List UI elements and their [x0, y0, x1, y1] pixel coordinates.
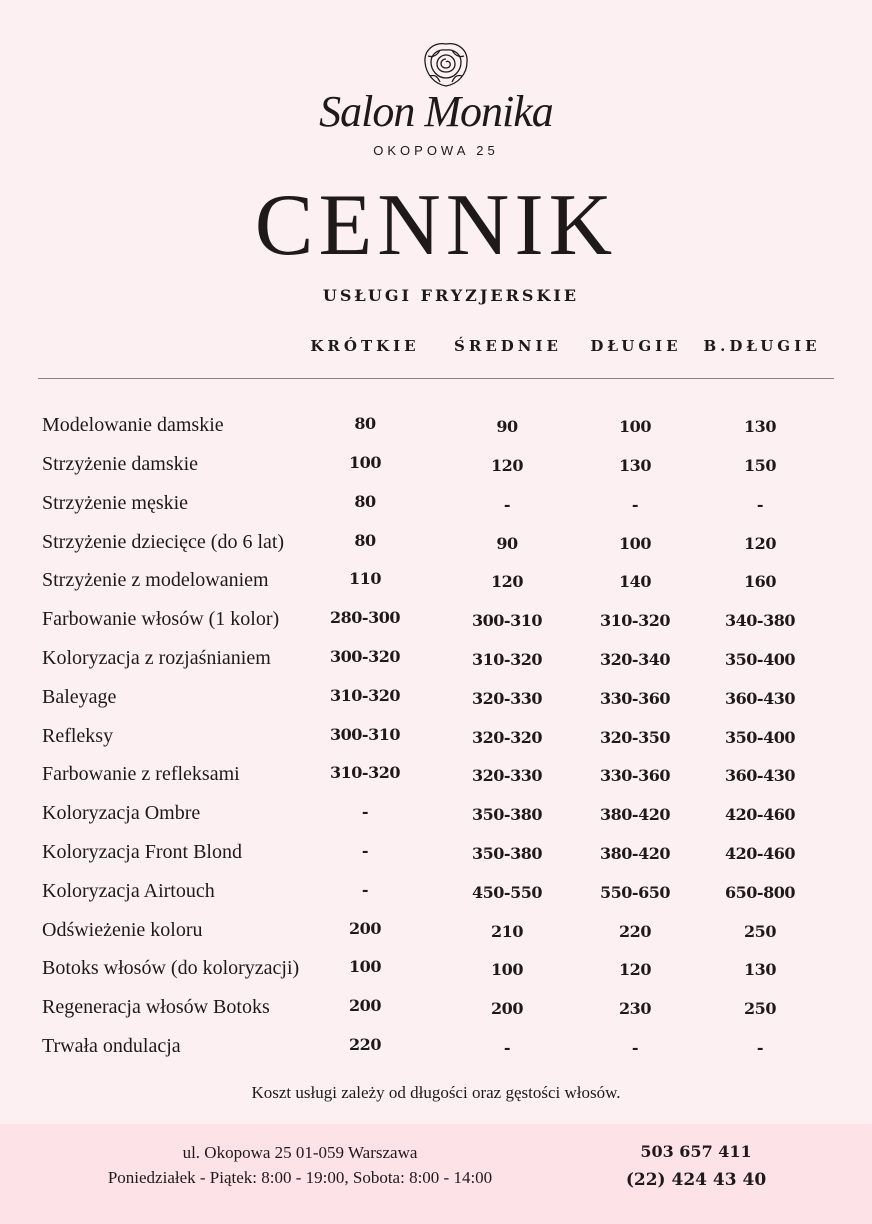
price-row: [0, 957, 872, 987]
price-long: 320-350: [600, 728, 670, 747]
price-row: [0, 880, 872, 910]
price-row: [0, 531, 872, 561]
price-medium: 120: [491, 456, 523, 475]
section-title: USŁUGI FRYZJERSKIE: [322, 286, 580, 305]
brand-address: OKOPOWA 25: [373, 143, 499, 158]
price-long: 130: [619, 456, 651, 475]
service-name: Strzyżenie męskie: [42, 492, 189, 514]
price-row: [0, 1035, 872, 1065]
price-short: 80: [354, 414, 376, 433]
service-name: Koloryzacja Airtouch: [42, 880, 215, 902]
footer-phone-landline[interactable]: (22) 424 43 40: [625, 1170, 767, 1190]
price-row: [0, 996, 872, 1026]
price-very-long: -: [756, 495, 764, 514]
price-long: -: [631, 1038, 639, 1057]
service-name: Koloryzacja z rozjaśnianiem: [42, 647, 271, 669]
price-long: 330-360: [600, 689, 670, 708]
price-medium: -: [503, 1038, 511, 1057]
price-short: 200: [349, 996, 381, 1015]
price-very-long: 120: [744, 534, 776, 553]
price-medium: 320-320: [472, 728, 542, 747]
price-short: -: [361, 802, 369, 821]
service-name: Regeneracja włosów Botoks: [42, 996, 270, 1018]
price-row: [0, 763, 872, 793]
price-short: 310-320: [330, 686, 400, 705]
price-very-long: 340-380: [725, 611, 795, 630]
price-long: 330-360: [600, 766, 670, 785]
service-name: Strzyżenie z modelowaniem: [42, 569, 269, 591]
page-title: CENNIK: [254, 177, 618, 274]
price-short: 310-320: [330, 763, 400, 782]
price-long: 140: [619, 572, 651, 591]
price-medium: 350-380: [472, 805, 542, 824]
price-medium: 310-320: [472, 650, 542, 669]
header-divider: [38, 378, 834, 379]
price-very-long: 150: [744, 456, 776, 475]
price-very-long: 650-800: [725, 883, 795, 902]
service-name: Farbowanie z refleksami: [42, 763, 240, 785]
price-row: [0, 725, 872, 755]
price-long: 310-320: [600, 611, 670, 630]
price-medium: 320-330: [472, 766, 542, 785]
price-row: [0, 802, 872, 832]
service-name: Strzyżenie dziecięce (do 6 lat): [42, 531, 285, 553]
service-name: Refleksy: [42, 725, 114, 747]
price-medium: 200: [491, 999, 523, 1018]
price-very-long: -: [756, 1038, 764, 1057]
service-name: Baleyage: [42, 686, 117, 708]
price-short: 300-310: [330, 725, 400, 744]
price-short: -: [361, 841, 369, 860]
price-short: 220: [349, 1035, 381, 1054]
price-row: [0, 608, 872, 638]
price-long: 120: [619, 960, 651, 979]
price-very-long: 130: [744, 960, 776, 979]
price-row: [0, 647, 872, 677]
price-very-long: 250: [744, 999, 776, 1018]
price-short: 80: [354, 531, 376, 550]
price-very-long: 350-400: [725, 650, 795, 669]
price-long: -: [631, 495, 639, 514]
column-header-short: KRÓTKIE: [310, 337, 420, 355]
price-short: 280-300: [330, 608, 400, 627]
footer-address: ul. Okopowa 25 01-059 Warszawa: [182, 1143, 418, 1162]
rose-logo-icon: [420, 40, 472, 90]
column-header-medium: ŚREDNIE: [454, 337, 562, 355]
price-medium: 210: [491, 922, 523, 941]
footer: [0, 1124, 872, 1224]
price-row: [0, 492, 872, 522]
price-very-long: 420-460: [725, 844, 795, 863]
price-very-long: 250: [744, 922, 776, 941]
price-medium: 450-550: [472, 883, 542, 902]
price-very-long: 420-460: [725, 805, 795, 824]
service-name: Koloryzacja Front Blond: [42, 841, 242, 863]
price-long: 230: [619, 999, 651, 1018]
footer-opening-hours: Poniedziałek - Piątek: 8:00 - 19:00, Sobota: 8:00 - 14:00: [107, 1168, 493, 1187]
service-name: Koloryzacja Ombre: [42, 802, 201, 824]
price-very-long: 350-400: [725, 728, 795, 747]
price-row: [0, 414, 872, 444]
brand-name: Salon Monika: [319, 87, 553, 136]
price-very-long: 360-430: [725, 766, 795, 785]
price-medium: 100: [491, 960, 523, 979]
price-medium: 90: [496, 534, 518, 553]
service-name: Farbowanie włosów (1 kolor): [42, 608, 280, 630]
price-short: 100: [349, 453, 381, 472]
price-short: 200: [349, 919, 381, 938]
service-name: Trwała ondulacja: [42, 1035, 181, 1057]
price-row: [0, 841, 872, 871]
price-medium: 120: [491, 572, 523, 591]
price-short: 100: [349, 957, 381, 976]
price-row: [0, 453, 872, 483]
price-row: [0, 919, 872, 949]
price-short: 80: [354, 492, 376, 511]
price-very-long: 360-430: [725, 689, 795, 708]
price-row: [0, 569, 872, 599]
price-medium: 320-330: [472, 689, 542, 708]
service-name: Modelowanie damskie: [42, 414, 224, 436]
price-long: 100: [619, 534, 651, 553]
price-very-long: 130: [744, 417, 776, 436]
price-short: 300-320: [330, 647, 400, 666]
service-name: Odświeżenie koloru: [42, 919, 203, 941]
column-header-very-long: B.DŁUGIE: [703, 337, 821, 355]
price-long: 380-420: [600, 844, 670, 863]
price-long: 380-420: [600, 805, 670, 824]
price-long: 100: [619, 417, 651, 436]
price-medium: 350-380: [472, 844, 542, 863]
price-long: 320-340: [600, 650, 670, 669]
price-short: -: [361, 880, 369, 899]
price-medium: -: [503, 495, 511, 514]
price-medium: 300-310: [472, 611, 542, 630]
pricing-note: Koszt usługi zależy od długości oraz gęstości włosów.: [251, 1083, 621, 1102]
column-header-long: DŁUGIE: [590, 337, 682, 355]
price-long: 220: [619, 922, 651, 941]
price-medium: 90: [496, 417, 518, 436]
price-short: 110: [349, 569, 381, 588]
service-name: Strzyżenie damskie: [42, 453, 199, 475]
price-row: [0, 686, 872, 716]
price-very-long: 160: [744, 572, 776, 591]
price-long: 550-650: [600, 883, 670, 902]
footer-phone-mobile[interactable]: 503 657 411: [640, 1142, 752, 1161]
service-name: Botoks włosów (do koloryzacji): [42, 957, 300, 979]
